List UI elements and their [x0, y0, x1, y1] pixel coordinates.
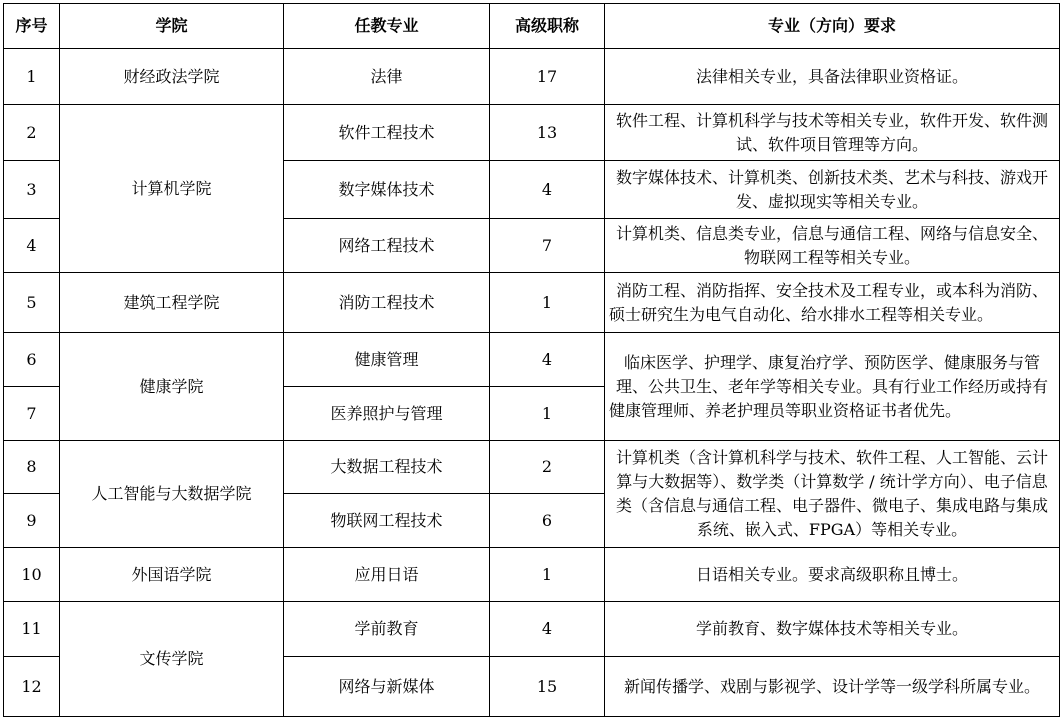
- cell-major: 应用日语: [284, 548, 490, 602]
- table-row: [4, 273, 1060, 333]
- cell-major: 网络与新媒体: [284, 657, 490, 717]
- cell-index: 11: [4, 602, 60, 657]
- cell-index: 10: [4, 548, 60, 602]
- cell-count: 1: [490, 387, 605, 441]
- cell-index: 8: [4, 441, 60, 494]
- header-senior-title: 高级职称: [490, 4, 605, 49]
- cell-index: 5: [4, 273, 60, 333]
- cell-count: 4: [490, 161, 605, 219]
- cell-major: 软件工程技术: [284, 105, 490, 161]
- cell-count: 7: [490, 219, 605, 273]
- cell-index: 7: [4, 387, 60, 441]
- cell-index: 1: [4, 49, 60, 105]
- cell-major: 学前教育: [284, 602, 490, 657]
- cell-requirement: 学前教育、数字媒体技术等相关专业。: [605, 602, 1060, 657]
- cell-college: 财经政法学院: [60, 49, 284, 105]
- cell-index: 2: [4, 105, 60, 161]
- cell-count: 17: [490, 49, 605, 105]
- header-row: [4, 4, 1060, 49]
- cell-count: 1: [490, 273, 605, 333]
- cell-major: 物联网工程技术: [284, 494, 490, 548]
- table-row: [4, 548, 1060, 602]
- table-row: [4, 49, 1060, 105]
- table-row: [4, 105, 1060, 161]
- cell-college: 计算机学院: [60, 105, 284, 273]
- cell-major: 大数据工程技术: [284, 441, 490, 494]
- cell-count: 2: [490, 441, 605, 494]
- cell-requirement: 新闻传播学、戏剧与影视学、设计学等一级学科所属专业。: [605, 657, 1060, 717]
- cell-requirement: 法律相关专业，具备法律职业资格证。: [605, 49, 1060, 105]
- cell-major: 消防工程技术: [284, 273, 490, 333]
- cell-requirement: 软件工程、计算机科学与技术等相关专业，软件开发、软件测试、软件项目管理等方向。: [605, 105, 1060, 161]
- header-index: 序号: [4, 4, 60, 49]
- cell-major: 法律: [284, 49, 490, 105]
- table-row: [4, 441, 1060, 494]
- cell-index: 4: [4, 219, 60, 273]
- cell-major: 医养照护与管理: [284, 387, 490, 441]
- cell-college: 健康学院: [60, 333, 284, 441]
- cell-count: 6: [490, 494, 605, 548]
- cell-count: 13: [490, 105, 605, 161]
- cell-requirement: 日语相关专业。要求高级职称且博士。: [605, 548, 1060, 602]
- cell-count: 4: [490, 602, 605, 657]
- cell-count: 4: [490, 333, 605, 387]
- cell-requirement: 计算机类（含计算机科学与技术、软件工程、人工智能、云计算与大数据等）、数学类（计算数学 / 统计学方向）、电子信息类（含信息与通信工程、电子器件、微电子、集成电路与集成系统、嵌入式、FPGA）等相关专业。: [605, 441, 1060, 548]
- cell-count: 15: [490, 657, 605, 717]
- cell-index: 6: [4, 333, 60, 387]
- header-requirement: 专业（方向）要求: [605, 4, 1060, 49]
- header-college: 学院: [60, 4, 284, 49]
- cell-index: 12: [4, 657, 60, 717]
- cell-college: 文传学院: [60, 602, 284, 717]
- cell-major: 网络工程技术: [284, 219, 490, 273]
- cell-major: 数字媒体技术: [284, 161, 490, 219]
- cell-index: 9: [4, 494, 60, 548]
- cell-college: 建筑工程学院: [60, 273, 284, 333]
- recruitment-table: [3, 3, 1060, 717]
- table-row: [4, 602, 1060, 657]
- header-major: 任教专业: [284, 4, 490, 49]
- cell-major: 健康管理: [284, 333, 490, 387]
- cell-requirement: 计算机类、信息类专业，信息与通信工程、网络与信息安全、物联网工程等相关专业。: [605, 219, 1060, 273]
- cell-index: 3: [4, 161, 60, 219]
- cell-college: 人工智能与大数据学院: [60, 441, 284, 548]
- cell-requirement: 数字媒体技术、计算机类、创新技术类、艺术与科技、游戏开发、虚拟现实等相关专业。: [605, 161, 1060, 219]
- cell-count: 1: [490, 548, 605, 602]
- cell-college: 外国语学院: [60, 548, 284, 602]
- table-row: [4, 333, 1060, 387]
- cell-requirement: 临床医学、护理学、康复治疗学、预防医学、健康服务与管理、公共卫生、老年学等相关专业。具有行业工作经历或持有健康管理师、养老护理员等职业资格证书者优先。: [605, 333, 1060, 441]
- cell-requirement: 消防工程、消防指挥、安全技术及工程专业，或本科为消防、硕士研究生为电气自动化、给水排水工程等相关专业。: [605, 273, 1060, 333]
